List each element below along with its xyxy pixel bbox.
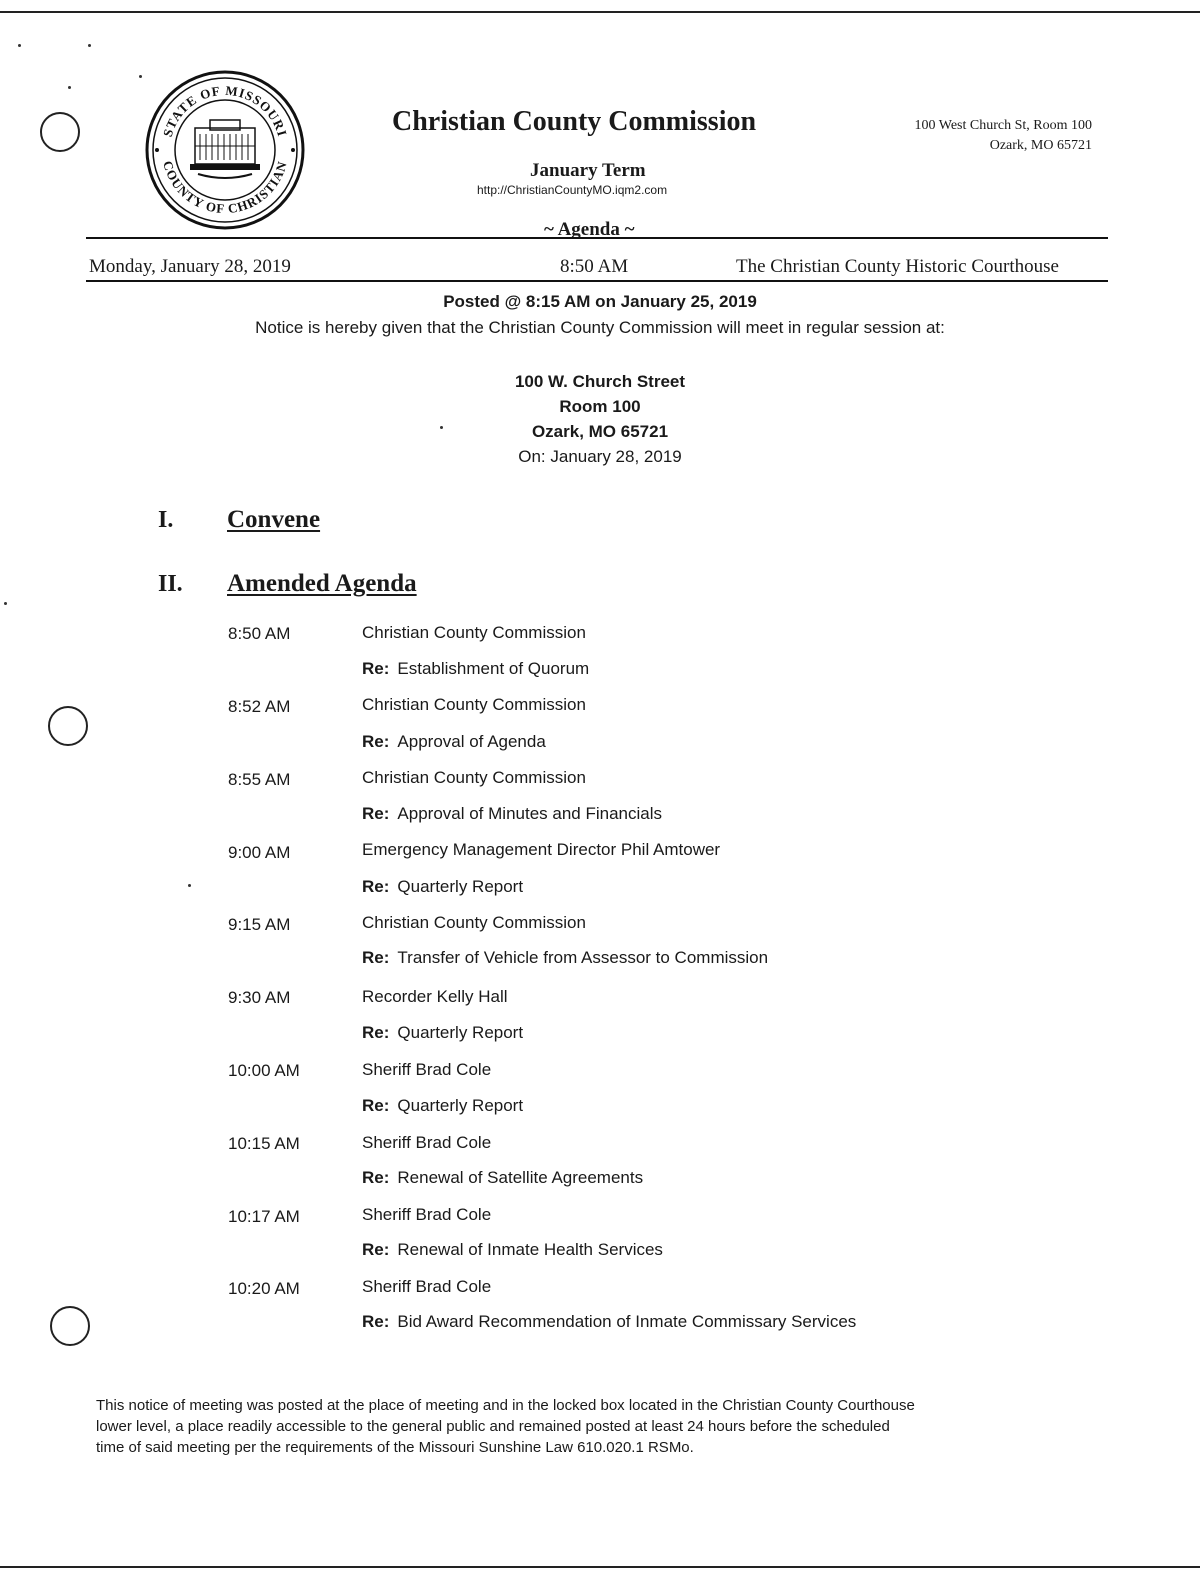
meeting-on-date: On: January 28, 2019 [518, 447, 682, 466]
item-time: 8:55 AM [228, 770, 291, 789]
header-rule-top [86, 237, 1108, 239]
item-time: 9:30 AM [228, 988, 291, 1007]
item-subject-row [362, 948, 768, 968]
section-number-1: I. [158, 507, 174, 533]
re-label: Re: [362, 1096, 390, 1115]
page-title: Christian County Commission [392, 106, 757, 137]
agenda-heading: ~ Agenda ~ [544, 219, 635, 240]
item-presenter: Sheriff Brad Cole [362, 1205, 492, 1224]
website-link[interactable]: http://ChristianCountyMO.iqm2.com [477, 183, 668, 197]
item-subject-row [362, 1023, 523, 1043]
item-presenter: Christian County Commission [362, 623, 586, 642]
item-subject-row [362, 804, 662, 824]
footer-posting-statement [96, 1395, 1056, 1458]
re-label: Re: [362, 877, 390, 896]
scan-speck [4, 602, 7, 605]
item-subject: Quarterly Report [397, 1023, 524, 1042]
item-subject-row [362, 659, 589, 679]
punch-hole-bottom [50, 1306, 90, 1346]
item-time: 8:52 AM [228, 697, 291, 716]
item-subject-row [362, 1096, 523, 1116]
re-label: Re: [362, 804, 390, 823]
office-address [880, 116, 1092, 156]
meeting-street: 100 W. Church Street [514, 372, 686, 391]
meeting-time: 8:50 AM [560, 256, 629, 277]
re-label: Re: [362, 659, 390, 678]
section-number-2: II. [158, 571, 183, 597]
punch-hole-top [40, 112, 80, 152]
item-time: 10:20 AM [228, 1279, 300, 1298]
item-presenter: Christian County Commission [362, 913, 586, 932]
item-subject-row [362, 877, 523, 897]
footer-line: time of said meeting per the requirements of the Missouri Sunshine Law 610.020.1 RSMo. [96, 1439, 694, 1456]
item-subject: Quarterly Report [397, 1096, 524, 1115]
meeting-room: Room 100 [559, 397, 641, 416]
term-label: January Term [530, 160, 646, 181]
re-label: Re: [362, 948, 390, 967]
header-rule-bottom [86, 280, 1108, 282]
item-time: 8:50 AM [228, 624, 291, 643]
item-presenter: Christian County Commission [362, 768, 586, 787]
item-time: 10:00 AM [228, 1061, 300, 1080]
session-notice: Notice is hereby given that the Christian County Commission will meet in regular session at: [255, 318, 945, 337]
office-address-line1: 100 West Church St, Room 100 [914, 118, 1092, 133]
item-presenter: Sheriff Brad Cole [362, 1060, 492, 1079]
item-subject: Approval of Minutes and Financials [397, 804, 662, 823]
item-subject-row [362, 1240, 663, 1260]
meeting-date: Monday, January 28, 2019 [89, 256, 291, 277]
item-subject: Renewal of Inmate Health Services [397, 1240, 663, 1259]
top-scan-border [0, 11, 1200, 13]
office-address-line2: Ozark, MO 65721 [989, 138, 1092, 153]
item-time: 9:15 AM [228, 915, 291, 934]
scan-speck [188, 884, 191, 887]
re-label: Re: [362, 732, 390, 751]
item-time: 9:00 AM [228, 843, 291, 862]
seal-text-bottom: COUNTY OF CHRISTIAN [160, 159, 290, 217]
item-subject: Establishment of Quorum [397, 659, 590, 678]
item-subject-row [362, 732, 546, 752]
item-time: 10:17 AM [228, 1207, 300, 1226]
seal-text-top: STATE OF MISSOURI [159, 82, 291, 139]
item-presenter: Emergency Management Director Phil Amtower [362, 840, 721, 859]
meeting-location: The Christian County Historic Courthouse [736, 256, 1059, 277]
scan-speck [88, 44, 91, 47]
re-label: Re: [362, 1240, 390, 1259]
item-subject: Approval of Agenda [397, 732, 546, 751]
item-subject: Transfer of Vehicle from Assessor to Commission [397, 948, 769, 967]
re-label: Re: [362, 1023, 390, 1042]
item-presenter: Christian County Commission [362, 695, 586, 714]
meeting-address [0, 369, 1200, 469]
item-subject: Quarterly Report [397, 877, 524, 896]
re-label: Re: [362, 1312, 390, 1331]
item-presenter: Sheriff Brad Cole [362, 1133, 492, 1152]
item-subject-row [362, 1312, 856, 1332]
punch-hole-middle [48, 706, 88, 746]
meeting-city: Ozark, MO 65721 [531, 422, 669, 441]
section-title-convene: Convene [227, 506, 321, 533]
item-subject: Renewal of Satellite Agreements [397, 1168, 644, 1187]
item-presenter: Recorder Kelly Hall [362, 987, 508, 1006]
footer-line: lower level, a place readily accessible to the general public and remained posted at least 24 hours before the scheduled [96, 1418, 890, 1435]
item-subject-row [362, 1168, 643, 1188]
scan-speck [68, 86, 71, 89]
posted-notice: Posted @ 8:15 AM on January 25, 2019 [443, 292, 757, 311]
item-time: 10:15 AM [228, 1134, 300, 1153]
scan-speck [18, 44, 21, 47]
re-label: Re: [362, 1168, 390, 1187]
county-seal [140, 70, 310, 230]
footer-line: This notice of meeting was posted at the place of meeting and in the locked box located in the Christian County Courthouse [96, 1397, 915, 1414]
section-title-amended-agenda: Amended Agenda [227, 570, 417, 597]
item-presenter: Sheriff Brad Cole [362, 1277, 492, 1296]
bottom-scan-border [0, 1566, 1200, 1568]
item-subject: Bid Award Recommendation of Inmate Commissary Services [397, 1312, 857, 1331]
